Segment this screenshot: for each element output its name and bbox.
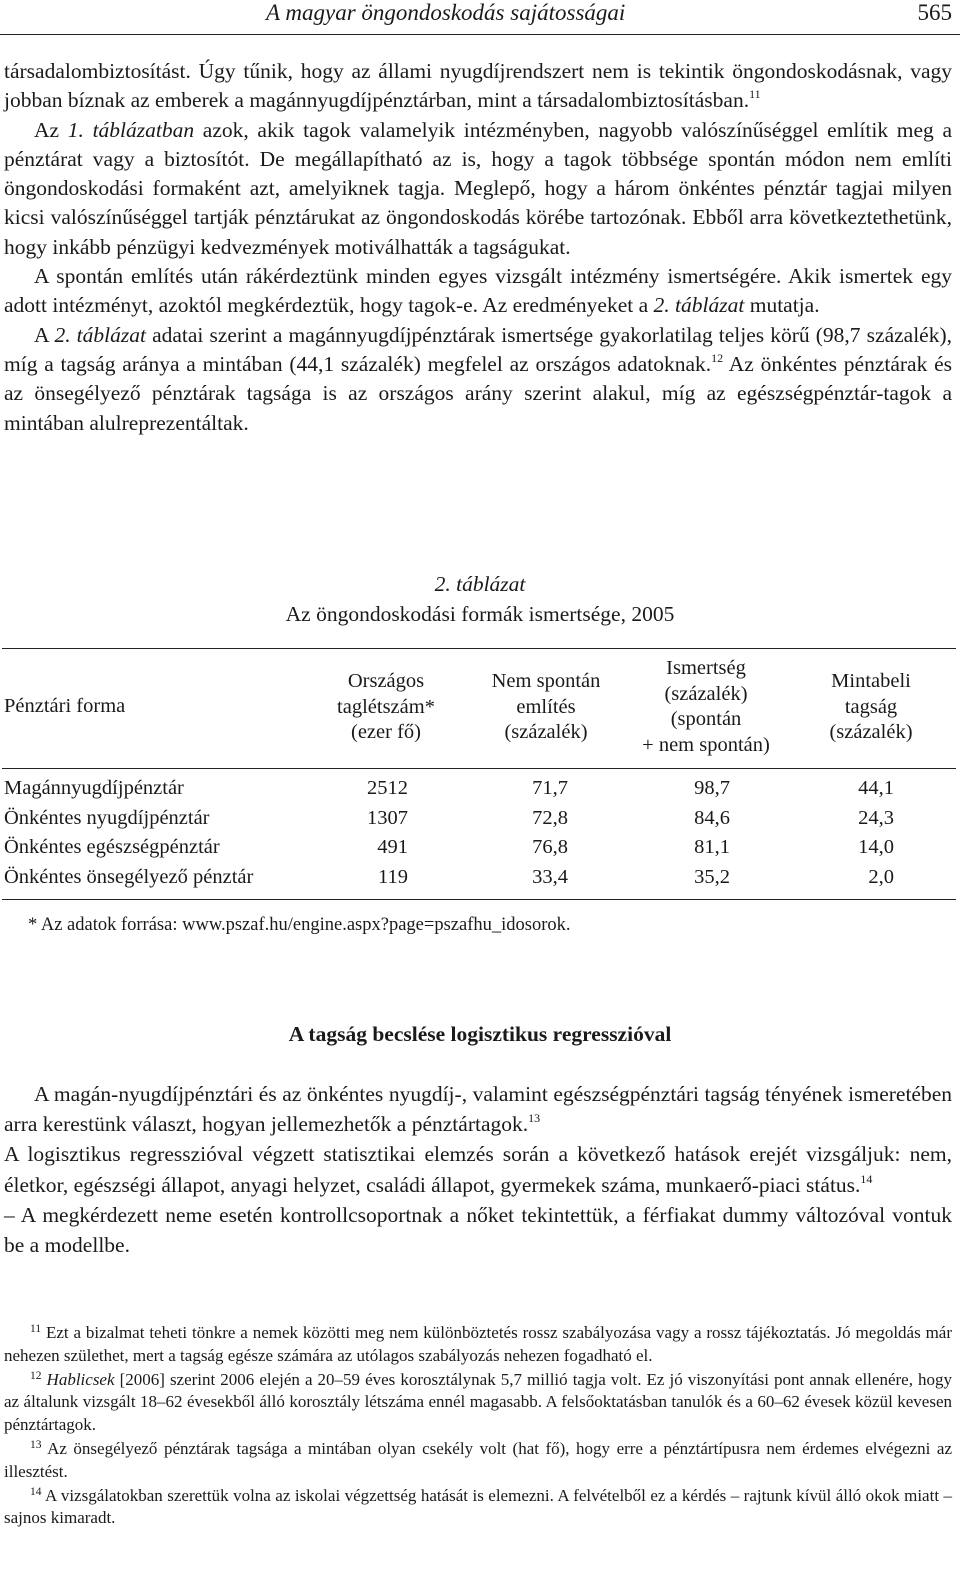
section-body	[4, 1079, 952, 1260]
running-head-title: A magyar öngondoskodás sajátosságai	[266, 0, 626, 25]
table-1-ref: 1. táblázatban	[67, 117, 195, 142]
paragraph-3: A spontán említés után rákérdeztünk minden egyes vizsgált intézmény ismertségére. Akik ismertek egy adott intézményt, azoktól megkérdeztük, hogy tagok-e. Az eredményeket a 2. táblázat mutatja.	[4, 264, 952, 318]
table-number: 2. táblázat	[434, 572, 526, 596]
footnote-ref-12: 12	[711, 350, 724, 365]
paragraph-2: Az 1. táblázatban azok, akik tagok valamelyik intézményben, nagyobb valószínűséggel említik meg a pénztárat vagy a biztosítót. De megállapítható az is, hogy a tagok többsége spontán módon nem említi öngondoskodási formaként azt, amelyiknek tagja. Meglepő, hogy a három önkéntes pénztár tagjai milyen kicsi valószínűséggel tartják pénztárukat az öngondoskodás körébe tartozónak. Ebből arra következtethetünk, hogy inkább pénzügyi kedvezmények motiválhatták a tagságukat.	[4, 117, 952, 259]
paragraph-4: A 2. táblázat adatai szerint a magánnyugdíjpénztárak ismertsége gyakorlatilag teljes körű (98,7 százalék), míg a tagság aránya a mintában (44,1 százalék) megfelel az országos adatoknak.$^{12}$ Az önkéntes pénztárak és az önsegélyező pénztárak tagsága is az országos arány szerint alakul, míg az egészségpénztár-tagok a mintában alulreprezentáltak.	[4, 322, 953, 435]
paragraph: A logisztikus regresszióval végzett statisztikai elemzés során a következő hatások erejét vizsgáljuk: nem, életkor, egészségi állapot, anyagi helyzet, családi állapot, gyermekek száma, munkaerő-piaci státus.$^{14}$	[4, 1142, 952, 1197]
page: A magyar öngondoskodás sajátosságai 565 társadalombiztosítást. Úgy tűnik, hogy az állami nyugdíjrendszert nem is tekintik öngondoskodásnak, vagy jobban bíznak az emberek a magánnyugdíjpénztárban, mint a társadalombiztosításban.$^{11}$ Az 1. táblázatban azok, akik tagok valamelyik intézményben, nagyobb valószínűséggel említik meg a pénztárat vagy a biztosítót. De megállapítható az is, hogy a tagok többsége spontán módon nem említi öngondoskodási formaként azt, amelyiknek tagja. Meglepő, hogy a három önkéntes pénztár tagjai milyen kicsi valószínűséggel tartják pénztárukat az öngondoskodás körébe tartozónak. Ebből arra következtethetünk, hogy inkább pénzügyi kedvezmények motiválhatták a tagságukat. A spontán említés után rákérdeztünk minden egyes vizsgált intézmény ismertségére. Akik ismertek egy adott intézményt, azoktól megkérdeztük, hogy tagok-e. Az eredményeket a 2. táblázat mutatja. A 2. táblázat adatai szerint a magánnyugdíjpénztárak ismertsége gyakorlatilag teljes körű (98,7 százalék), míg a tagság aránya a mintában (44,1 százalék) megfelel az országos adatoknak.$^{12}$ Az önkéntes pénztárak és az önsegélyező pénztárak tagsága is az országos arány szerint alakul, míg az egészségpénztár-tagok a mintában alulreprezentáltak. 2. táblázat Az öngondoskodási formák ismertsége, 2005 Pénztári forma Országos taglétszám* (ezer fő) Nem spontán említés (százalék) Ismertség (százalék) (spontán + nem spontán) Mintabeli tagság (százalék) Magánnyugdíjpénztár 2512 71,7 98,7 44,1 Önkéntes nyugdíjpénztár 1307 72,8 84,6 24,3 Önkéntes egészségpénztár 491 76,8 81,1 14,0 Önkéntes önsegélyező pénztár 119 33,4 35,2 2,0 * Az adatok forrása: www.pszaf.hu/engine.aspx?page=pszafhu_idosorok. A tagság becslése logisztikus regresszióval A magán-nyugdíjpénztári és az önkéntes nyugdíj-, valamint egészségpénztári tagság tényének ismeretében arra kerestünk választ, hogyan jellemezhetők a pénztártagok.$^{13}$ A logisztikus regresszióval végzett statisztikai elemzés során a következő hatások erejét vizsgáljuk: nem, életkor, egészségi állapot, anyagi helyzet, családi állapot, gyermekek száma, munkaerő-piaci státus.$^{14}$ – A megkérdezett neme esetén kontrollcsoportnak a nőket tekintettük, a férfiakat dummy változóval vontuk be a modellbe. $^{11}$ Ezt a bizalmat teheti tönkre a nemek közötti meg nem különböztetés rossz szabályozása vagy a rossz tájékoztatás. Jó megoldás már nehezen születhet, mert a tagság egésze számára az utólagos szabályozás nehezen fogadható el. $^{12}$ Hablicsek [2006] szerint 2006 elején a 20–59 éves korosztálynak 5,7 millió tagja volt. Ez jó viszonyítási pont annak ellenére, hogy az általunk vizsgált 18–62 évesekből álló korosztály létszáma ennél magasabb. A felsőoktatásban tanulók és a 60–62 évesek közül kevesen pénztártagok. $^{13}$ Az önsegélyező pénztárak tagsága a mintában olyan csekély volt (hat fő), hogy erre a pénztártípusra nem érdemes elvégezni az illesztést. $^{14}$ A vizsgálatokban szerettük volna az iskolai végzettség hatását is elemezni. A felvételből ez a kérdés – rajtunk kívül álló okok miatt – sajnos kimaradt.	[0, 0, 960, 1576]
footnote-ref-14: 14	[860, 1171, 873, 1186]
header-cell: Országos taglétszám* (ezer fő)	[337, 670, 435, 743]
table-title: Az öngondoskodási formák ismertsége, 2005	[285, 602, 675, 626]
table-header-rule	[2, 768, 956, 769]
footnote-ref-13: 13	[528, 1111, 541, 1126]
header-cell: Pénztári forma	[4, 695, 126, 717]
table-bottom-rule	[2, 899, 956, 900]
footnote-14: $^{14}$ A vizsgálatokban szerettük volna az iskolai végzettség hatását is elemezni. A felvételből ez a kérdés – rajtunk kívül álló okok miatt – sajnos kimaradt.	[4, 1485, 952, 1528]
body-text	[4, 57, 952, 438]
table-2-ref: 2. táblázat	[653, 293, 745, 318]
header-cell: Ismertség (százalék) (spontán + nem spontán)	[642, 657, 770, 756]
table-2-ref: 2. táblázat	[54, 322, 146, 347]
running-head	[0, 0, 960, 35]
footnote-ref-11: 11	[749, 87, 761, 102]
footnote-11: $^{11}$ Ezt a bizalmat teheti tönkre a nemek közötti meg nem különböztetés rossz szabályozása vagy a rossz tájékoztatás. Jó megoldás már nehezen születhet, mert a tagság egésze számára az utólagos szabályozás nehezen fogadható el.	[4, 1323, 953, 1365]
footnotes	[4, 1322, 952, 1531]
section-heading: A tagság becslése logisztikus regresszióval	[288, 1022, 672, 1046]
paragraph-1: társadalombiztosítást. Úgy tűnik, hogy az állami nyugdíjrendszert nem is tekintik öngondoskodásnak, vagy jobban bíznak az emberek a magánnyugdíjpénztárban, mint a társadalombiztosításban.$^{11}$	[4, 59, 952, 113]
page-number: 565	[917, 0, 952, 25]
paragraph: – A megkérdezett neme esetén kontrollcsoportnak a nőket tekintettük, a férfiakat dummy változóval vontuk be a modellbe.	[4, 1202, 952, 1258]
footnote-13: $^{13}$ Az önsegélyező pénztárak tagsága a mintában olyan csekély volt (hat fő), hogy erre a pénztártípusra nem érdemes elvégezni az illesztést.	[4, 1438, 952, 1481]
table-top-rule	[2, 648, 956, 649]
header-cell: Nem spontán említés (százalék)	[491, 670, 601, 743]
table-note: * Az adatok forrása: www.pszaf.hu/engine.aspx?page=pszafhu_idosorok.	[28, 915, 571, 935]
header-cell: Mintabeli tagság (százalék)	[829, 670, 913, 743]
paragraph: A magán-nyugdíjpénztári és az önkéntes nyugdíj-, valamint egészségpénztári tagság tényének ismeretében arra kerestünk választ, hogyan jellemezhetők a pénztártagok.$^{13}$	[4, 1082, 952, 1137]
footnote-12: $^{12}$ Hablicsek [2006] szerint 2006 elején a 20–59 éves korosztálynak 5,7 millió tagja volt. Ez jó viszonyítási pont annak ellenére, hogy az általunk vizsgált 18–62 évesekből álló korosztály létszáma ennél magasabb. A felsőoktatásban tanulók és a 60–62 évesek közül kevesen pénztártagok.	[4, 1369, 952, 1434]
